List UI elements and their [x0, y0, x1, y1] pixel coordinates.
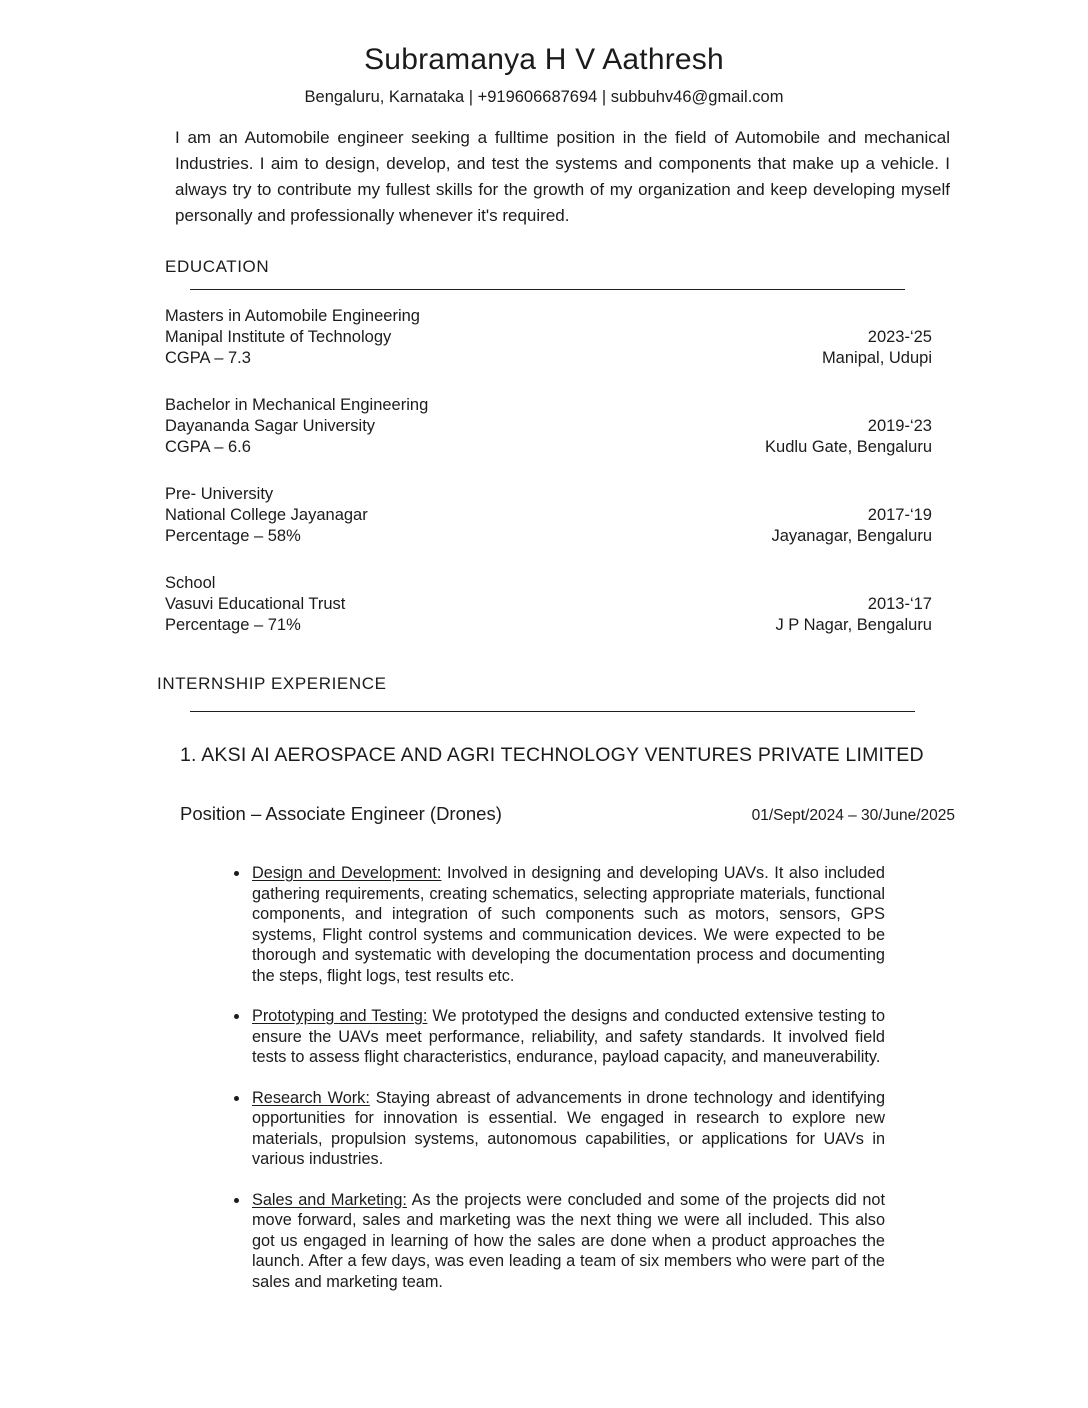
position-row	[180, 803, 955, 825]
contact-line: Bengaluru, Karnataka | +919606687694 | subbuhv46@gmail.com	[304, 88, 784, 106]
education-entries	[165, 306, 932, 636]
bullet-list	[250, 863, 885, 1292]
bullet-label: Prototyping and Testing:	[252, 1007, 428, 1025]
bullet-text: As the projects were concluded and some of the projects did not move forward, sales and marketing was the next thing we were all included. This also got us engaged in learning of how the sales are done when a product approaches the launch. After a few days, was even leading a team of six members who were part of the sales and marketing team.	[252, 1190, 886, 1291]
score-line: CGPA – 6.6	[165, 438, 251, 456]
years-line: 2013-‘17	[867, 595, 932, 613]
position-title: Position – Associate Engineer (Drones)	[180, 803, 502, 824]
years-line: 2017-‘19	[867, 506, 932, 524]
bullet-text: We prototyped the designs and conducted extensive testing to ensure the UAVs meet performance, reliability, and safety standards. It involved field tests to assess flight characteristics, endurance, payload capacity, and maneuverability.	[252, 1007, 885, 1066]
degree-line: Masters in Automobile Engineering	[165, 307, 420, 325]
bullet-item	[250, 1190, 885, 1293]
score-line: CGPA – 7.3	[165, 349, 251, 367]
location-line: Manipal, Udupi	[821, 349, 932, 367]
duration-text: 01/Sept/2024 – 30/June/2025	[751, 807, 955, 824]
location-line: Kudlu Gate, Bengaluru	[765, 438, 932, 456]
bullet-label: Research Work:	[252, 1088, 370, 1107]
education-entry	[165, 573, 932, 636]
education-entry	[165, 484, 932, 547]
education-entry-right	[775, 573, 932, 636]
education-entry-left	[165, 395, 428, 458]
bullet-text: Involved in designing and developing UAVs. It also included gathering requirements, creating schematics, selecting appropriate materials, functional components, and integration of such components such as motors, sensors, GPS systems, Flight control systems and communication devices. We were expected to be thorough and systematic with developing the documentation process and documenting the steps, flight logs, test results etc.	[252, 864, 885, 985]
education-entry-right	[765, 395, 932, 458]
education-entry-left	[165, 573, 345, 636]
institution-line: Manipal Institute of Technology	[165, 328, 392, 346]
education-heading: EDUCATION	[165, 257, 270, 276]
degree-line: Bachelor in Mechanical Engineering	[165, 396, 429, 414]
education-entry-right	[771, 484, 932, 547]
score-line: Percentage – 58%	[165, 527, 301, 545]
score-line: Percentage – 71%	[165, 616, 301, 634]
bullet-label: Sales and Marketing:	[252, 1190, 407, 1209]
location-line: Jayanagar, Bengaluru	[771, 527, 932, 545]
education-section	[0, 257, 1088, 636]
internship-divider	[190, 711, 915, 712]
company-title: 1. AKSI AI AEROSPACE AND AGRI TECHNOLOGY VENTURES PRIVATE LIMITED	[180, 744, 924, 766]
summary-paragraph: I am an Automobile engineer seeking a fulltime position in the field of Automobile and mechanical Industries. I aim to design, develop, and test the systems and components that make up a vehicle. I always try to contribute my fullest skills for the growth of my organization and keep developing myself personally and professionally whenever it's required.	[175, 128, 950, 225]
education-divider	[190, 289, 905, 290]
internship-heading: INTERNSHIP EXPERIENCE	[157, 674, 387, 693]
internship-section	[0, 674, 1088, 1292]
years-line: 2019-‘23	[867, 417, 932, 435]
location-line: J P Nagar, Bengaluru	[775, 616, 932, 634]
bullet-item	[250, 863, 885, 986]
education-entry-left	[165, 484, 368, 547]
education-entry	[165, 395, 932, 458]
bullet-text: Staying abreast of advancements in drone technology and identifying opportunities for innovation is essential. We engaged in research to explore new materials, propulsion systems, autonomous capabilities, or applications for UAVs in various industries.	[252, 1088, 885, 1168]
institution-line: Vasuvi Educational Trust	[165, 595, 346, 613]
degree-line: Pre- University	[165, 485, 274, 503]
bullet-label: Design and Development:	[252, 864, 442, 882]
bullet-item	[250, 1088, 885, 1170]
candidate-name: Subramanya H V Aathresh	[364, 43, 724, 76]
institution-line: National College Jayanagar	[165, 506, 368, 524]
bullet-item	[250, 1006, 885, 1068]
degree-line: School	[165, 574, 216, 592]
education-entry-right	[822, 306, 932, 369]
education-entry	[165, 306, 932, 369]
education-entry-left	[165, 306, 420, 369]
years-line: 2023-‘25	[867, 328, 932, 346]
institution-line: Dayananda Sagar University	[165, 417, 376, 435]
